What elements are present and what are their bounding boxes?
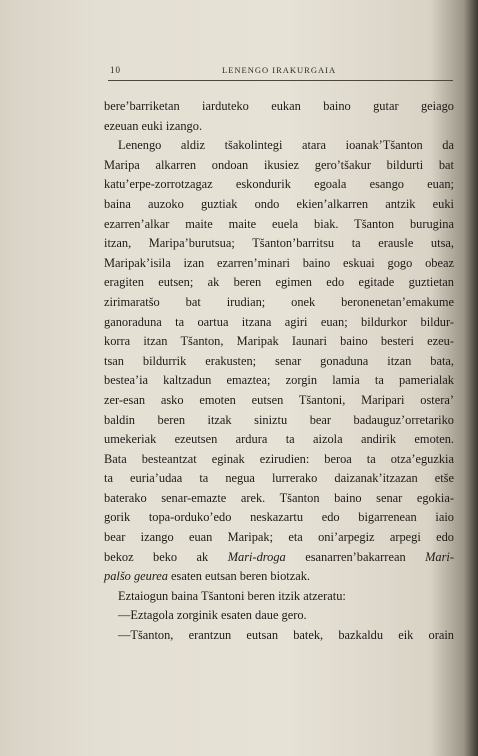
text-line: Eztaiogun baina Tšantoni beren itzik atzeratu: (118, 588, 346, 603)
text-line: Bata besteantzat eginak ezirudien: beroa ta otza’eguzkia (104, 451, 454, 466)
text-line: katu’erpe-zorrotzagaz eskondurik egoala esango euan; (104, 177, 454, 192)
text-line: ganoraduna ta oartua itzana agiri euan; bildurkor bildur- (104, 314, 454, 329)
text-line: ezeuan euki izango. (104, 118, 203, 133)
text-line: —Tšanton, erantzun eutsan batek, bazkaldu eik orain (118, 628, 454, 643)
italic-name: Mari-droga (227, 549, 286, 564)
italic-name: palšo geurea (104, 569, 168, 584)
text-line: itzan, Maripa’burutsua; Tšanton’barritsu ta erausle utsa, (104, 236, 454, 251)
text-line: gorik topa-orduko’edo neskazartu edo bigarrenean iaio (104, 510, 454, 525)
text-line: zer-esan asko emoten eutsen Tšantoni, Maripari ostera’ (104, 392, 454, 407)
text-line: ezarren’alkar maite maite euela biak. Tšanton burugina (104, 216, 454, 231)
text-line: eragiten eutsen; ak beren egimen edo egitade guztietan (104, 275, 454, 290)
text-line: Maripak’isila izan ezarren’minari baino eskuai gogo obeaz (104, 255, 454, 270)
text-line: —Eztagola zorginik esaten daue gero. (118, 608, 307, 623)
text-line: Lenengo aldiz tšakolintegi atara ioanak’Tšanton da (118, 138, 454, 153)
running-title: LENENGO IRAKURGAIA (222, 65, 337, 75)
text-line: bere’barriketan iarduteko eukan baino gutar geiago (104, 99, 454, 113)
text-line: baina auzoko guztiak ondo ekien’alkarren antzik euki (104, 196, 454, 211)
header-rule (108, 80, 453, 81)
text-line-mixed (104, 548, 454, 568)
text-line: Maripa alkarren ondoan ikusiez gero’tšakur bildurti bat (104, 157, 454, 172)
text-line: bestea’ia kaltzadun emaztea; zorgin lamia ta pamerialak (104, 373, 454, 388)
text-line: korra itzan Tšanton, Maripak Iaunari baino besteri ezeu- (104, 334, 454, 349)
text-line: ta euria’udaa ta negua lurrerako daizanak’itzazan etše (104, 471, 454, 486)
text-line: baterako senar-emazte arek. Tšanton baino senar egokia- (104, 490, 454, 505)
text-line: bear izango euan Maripak; eta oni’arpegiz arpegi edo (104, 530, 454, 545)
text-line: umekeriak ezeutsen ardura ta aizola andirik emoten. (104, 432, 454, 447)
body-text (104, 97, 454, 646)
text-run: esaten eutsan beren biotzak. (167, 569, 310, 584)
page-number: 10 (110, 65, 121, 75)
text-line: baldin beren itzak siniztu bear badauguz’orretariko (104, 412, 454, 427)
text-run: esanarren’bakarrean (285, 549, 426, 564)
text-line: zirimaratšo bat irudian; onek beronenetan’emakume (104, 294, 454, 309)
italic-name: Mari- (425, 549, 454, 564)
text-line: tsan bildurrik erakusten; senar gonaduna itzan bata, (104, 353, 454, 368)
text-line-mixed (104, 567, 454, 587)
text-run: bekoz beko ak (104, 549, 228, 564)
